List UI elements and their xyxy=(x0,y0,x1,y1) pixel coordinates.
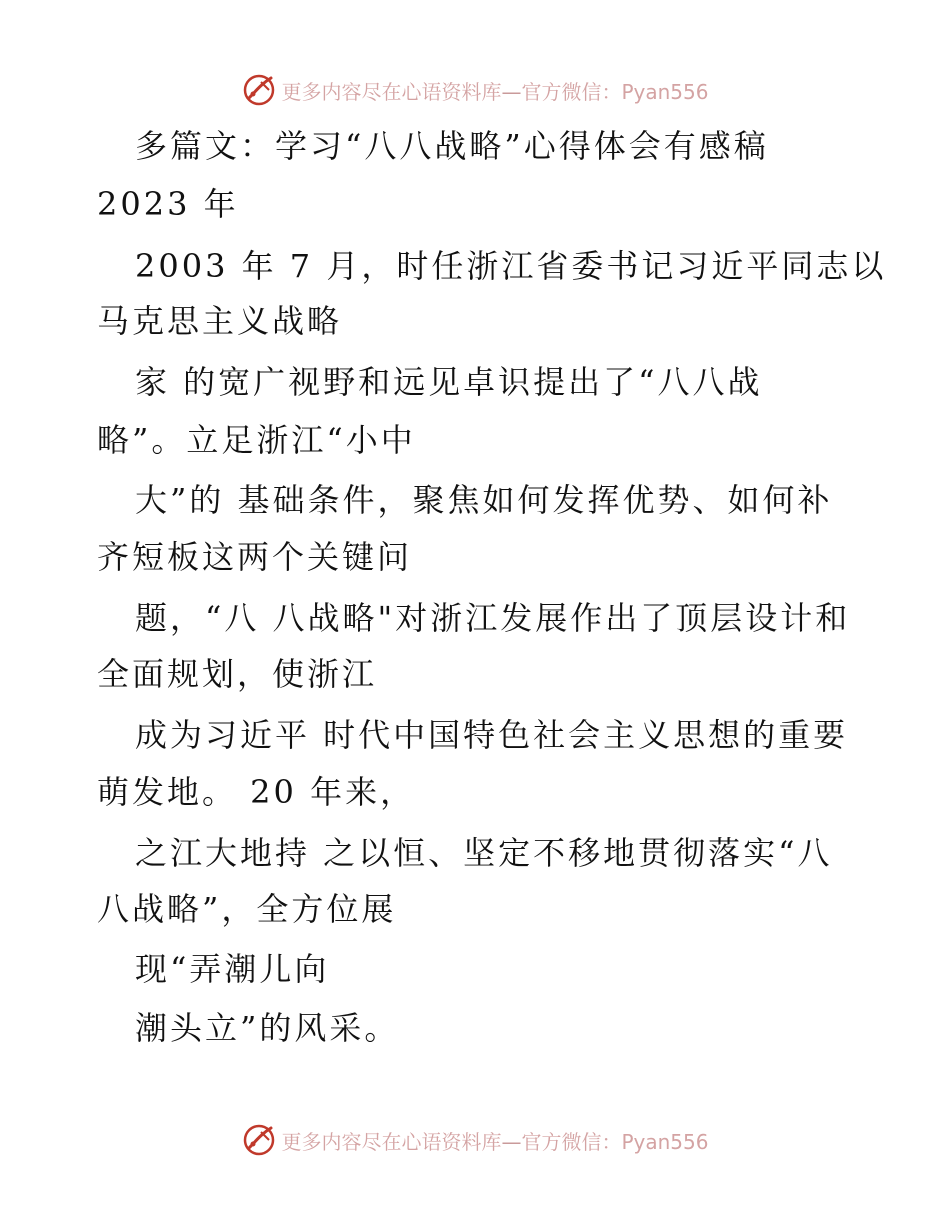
footer-watermark xyxy=(0,1120,950,1160)
watermark-dash: — xyxy=(501,79,522,104)
watermark-brand: 更多内容尽在心语资料库 xyxy=(281,1129,502,1154)
document-title-line-1: 多篇文：学习“八八战略”心得体会有感稿 xyxy=(135,127,769,165)
document-title-line-2: 2023 年 xyxy=(97,185,239,223)
paragraph-line: 八战略”，全方位展 xyxy=(97,890,397,928)
paragraph-line: 现“弄潮儿向 xyxy=(135,950,330,988)
paragraph-line: 题，“八 八战略"对浙江发展作出了顶层设计和 xyxy=(135,599,851,637)
watermark-wechat: 官方微信：Pyan556 xyxy=(521,1129,709,1154)
paragraph-line: 之江大地持 之以恒、坚定不移地贯彻落实“八 xyxy=(135,834,833,872)
paragraph-line: 齐短板这两个关键问 xyxy=(97,538,413,576)
paragraph-line: 马克思主义战略 xyxy=(97,302,343,340)
pen-circle-logo-icon xyxy=(241,1122,277,1158)
paragraph-line: 大”的 基础条件，聚焦如何发挥优势、如何补 xyxy=(135,481,833,519)
watermark-dash: — xyxy=(501,1129,522,1154)
watermark-text xyxy=(281,1126,708,1155)
watermark-brand: 更多内容尽在心语资料库 xyxy=(281,79,502,104)
paragraph-line: 略”。立足浙江“小中 xyxy=(97,421,416,459)
paragraph-line: 全面规划，使浙江 xyxy=(97,655,378,693)
watermark-wechat: 官方微信：Pyan556 xyxy=(521,79,709,104)
paragraph-line: 萌发地。 20 年来， xyxy=(97,773,416,811)
paragraph-line: 家 的宽广视野和远见卓识提出了“八八战 xyxy=(135,363,763,401)
paragraph-line: 成为习近平 时代中国特色社会主义思想的重要 xyxy=(135,716,849,754)
paragraph-line: 2003 年 7 月，时任浙江省委书记习近平同志以 xyxy=(135,247,887,285)
paragraph-line: 潮头立”的风采。 xyxy=(135,1009,400,1047)
watermark-text xyxy=(281,76,708,105)
pen-circle-logo-icon xyxy=(241,72,277,108)
header-watermark xyxy=(0,70,950,110)
